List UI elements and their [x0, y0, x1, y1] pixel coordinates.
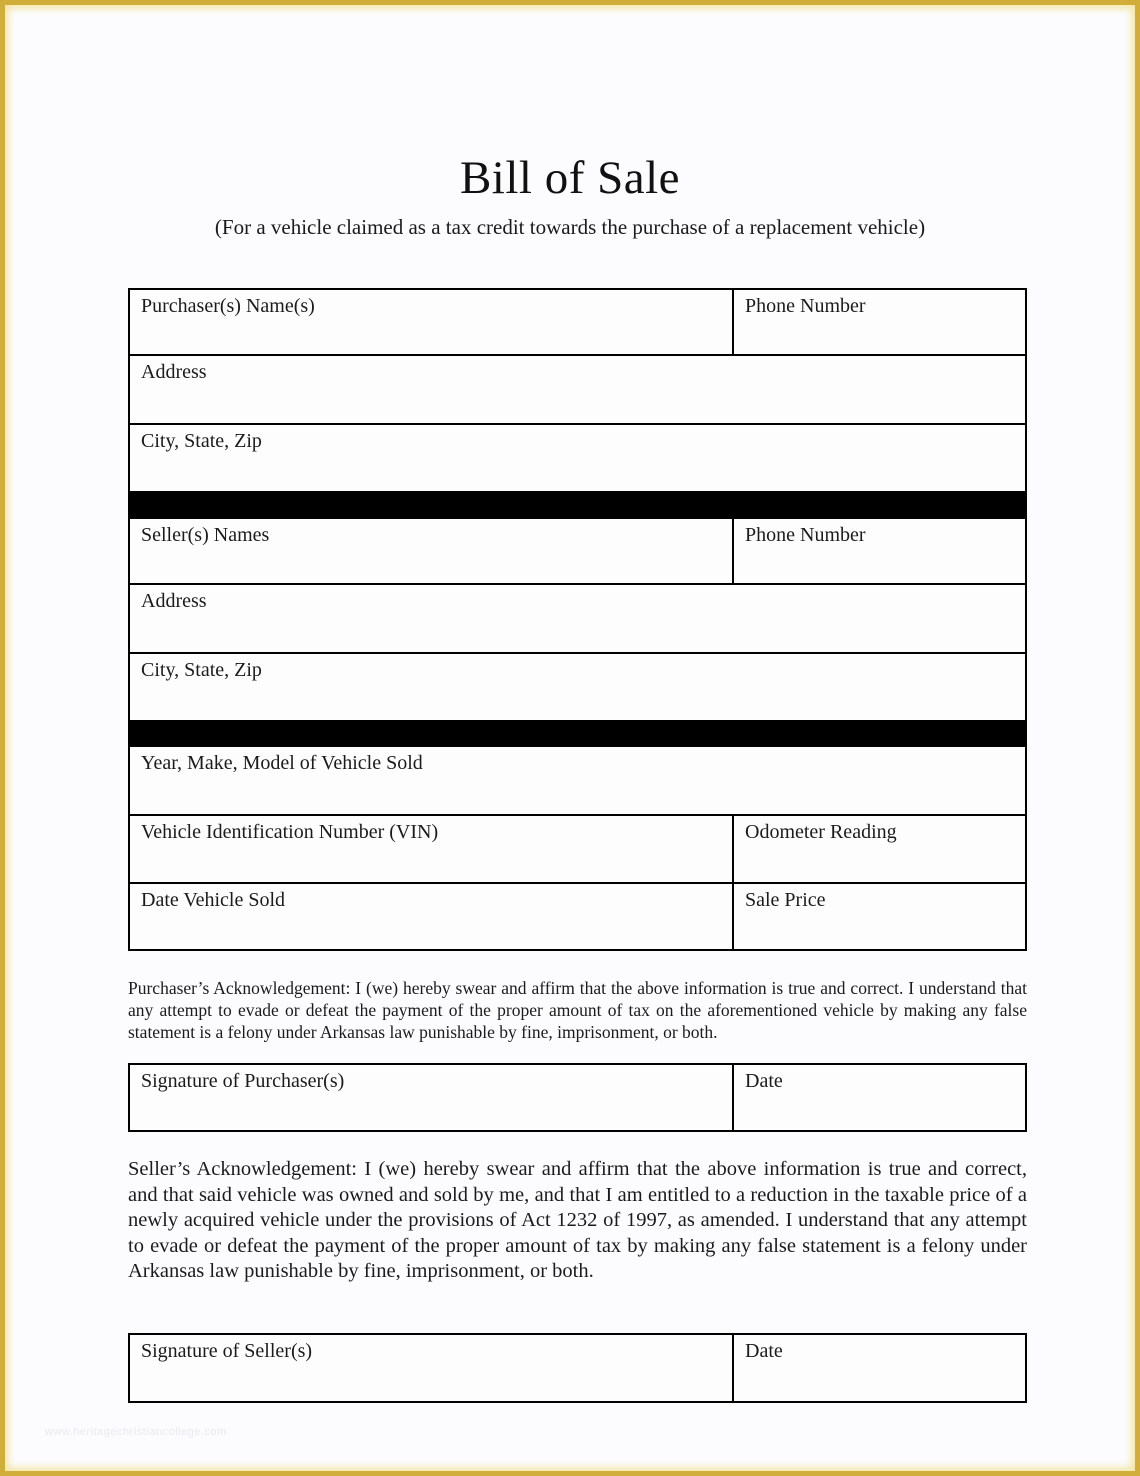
seller-name-label: Seller(s) Names	[141, 524, 270, 546]
seller-city-state-zip-label: City, State, Zip	[141, 659, 262, 681]
seller-phone-label: Phone Number	[745, 524, 866, 546]
vehicle-sale-price-label: Sale Price	[745, 889, 826, 911]
vehicle-odometer-field	[734, 816, 1025, 882]
table-row	[130, 519, 1025, 583]
table-row	[130, 652, 1025, 720]
vehicle-info-table	[128, 745, 1027, 951]
vehicle-year-make-model-field	[130, 747, 1025, 814]
purchaser-phone-label: Phone Number	[745, 295, 866, 317]
purchaser-address-field	[130, 356, 1025, 423]
seller-acknowledgement-text: Seller’s Acknowledgement: I (we) hereby swear and affirm that the above information is true and correct, and that said vehicle was owned and sold by me, and that I am entitled to a reduction in the taxable price of a newly acquired vehicle under the provisions of Act 1232 of 1997, as amended. I understand that any attempt to evade or defeat the payment of the proper amount of tax by making any false statement is a felony under Arkansas law punishable by fine, imprisonment, or both.	[128, 1158, 1027, 1282]
purchaser-signature-date-field	[734, 1065, 1025, 1131]
purchaser-phone-field	[734, 290, 1025, 354]
vehicle-date-sold-label: Date Vehicle Sold	[141, 889, 286, 911]
purchaser-name-field	[130, 290, 734, 354]
vehicle-vin-field	[130, 816, 734, 882]
purchaser-signature-label: Signature of Purchaser(s)	[141, 1070, 345, 1092]
page-title: Bill of Sale	[459, 152, 681, 204]
seller-city-state-zip-field	[130, 654, 1025, 720]
section-divider-bar	[128, 493, 1027, 517]
purchaser-city-state-zip-field	[130, 425, 1025, 491]
purchaser-signature-table	[128, 1063, 1027, 1132]
table-row	[130, 747, 1025, 814]
seller-signature-date-field	[734, 1335, 1025, 1401]
purchaser-city-state-zip-label: City, State, Zip	[141, 430, 262, 452]
table-row	[130, 290, 1025, 354]
seller-signature-field	[130, 1335, 734, 1401]
purchaser-signature-date-label: Date	[745, 1070, 783, 1092]
seller-signature-table	[128, 1333, 1027, 1403]
page-subtitle: (For a vehicle claimed as a tax credit towards the purchase of a replacement vehicle)	[214, 215, 926, 239]
table-row	[130, 814, 1025, 882]
source-watermark: www.heritagechristiancollege.com	[45, 1426, 227, 1438]
vehicle-year-make-model-label: Year, Make, Model of Vehicle Sold	[141, 752, 423, 774]
seller-name-field	[130, 519, 734, 583]
seller-phone-field	[734, 519, 1025, 583]
seller-address-field	[130, 585, 1025, 652]
vehicle-odometer-label: Odometer Reading	[745, 821, 897, 843]
purchaser-info-table	[128, 288, 1027, 493]
purchaser-acknowledgement-text: Purchaser’s Acknowledgement: I (we) hereby swear and affirm that the above information is true and correct. I understand that any attempt to evade or defeat the payment of the proper amount of tax on the aforementioned vehicle by making any false statement is a felony under Arkansas law punishable by fine, imprisonment, or both.	[128, 978, 1027, 1042]
table-row	[130, 583, 1025, 652]
seller-signature-label: Signature of Seller(s)	[141, 1340, 313, 1362]
table-row	[130, 1335, 1025, 1401]
table-row	[130, 1065, 1025, 1131]
section-divider-bar	[128, 722, 1027, 745]
purchaser-name-label: Purchaser(s) Name(s)	[141, 295, 315, 317]
seller-address-label: Address	[141, 590, 207, 612]
seller-signature-date-label: Date	[745, 1340, 783, 1362]
purchaser-signature-field	[130, 1065, 734, 1131]
vehicle-vin-label: Vehicle Identification Number (VIN)	[141, 821, 439, 843]
seller-info-table	[128, 517, 1027, 722]
vehicle-date-sold-field	[130, 884, 734, 949]
table-row	[130, 354, 1025, 423]
vehicle-sale-price-field	[734, 884, 1025, 949]
table-row	[130, 423, 1025, 491]
purchaser-address-label: Address	[141, 361, 207, 383]
table-row	[130, 882, 1025, 949]
